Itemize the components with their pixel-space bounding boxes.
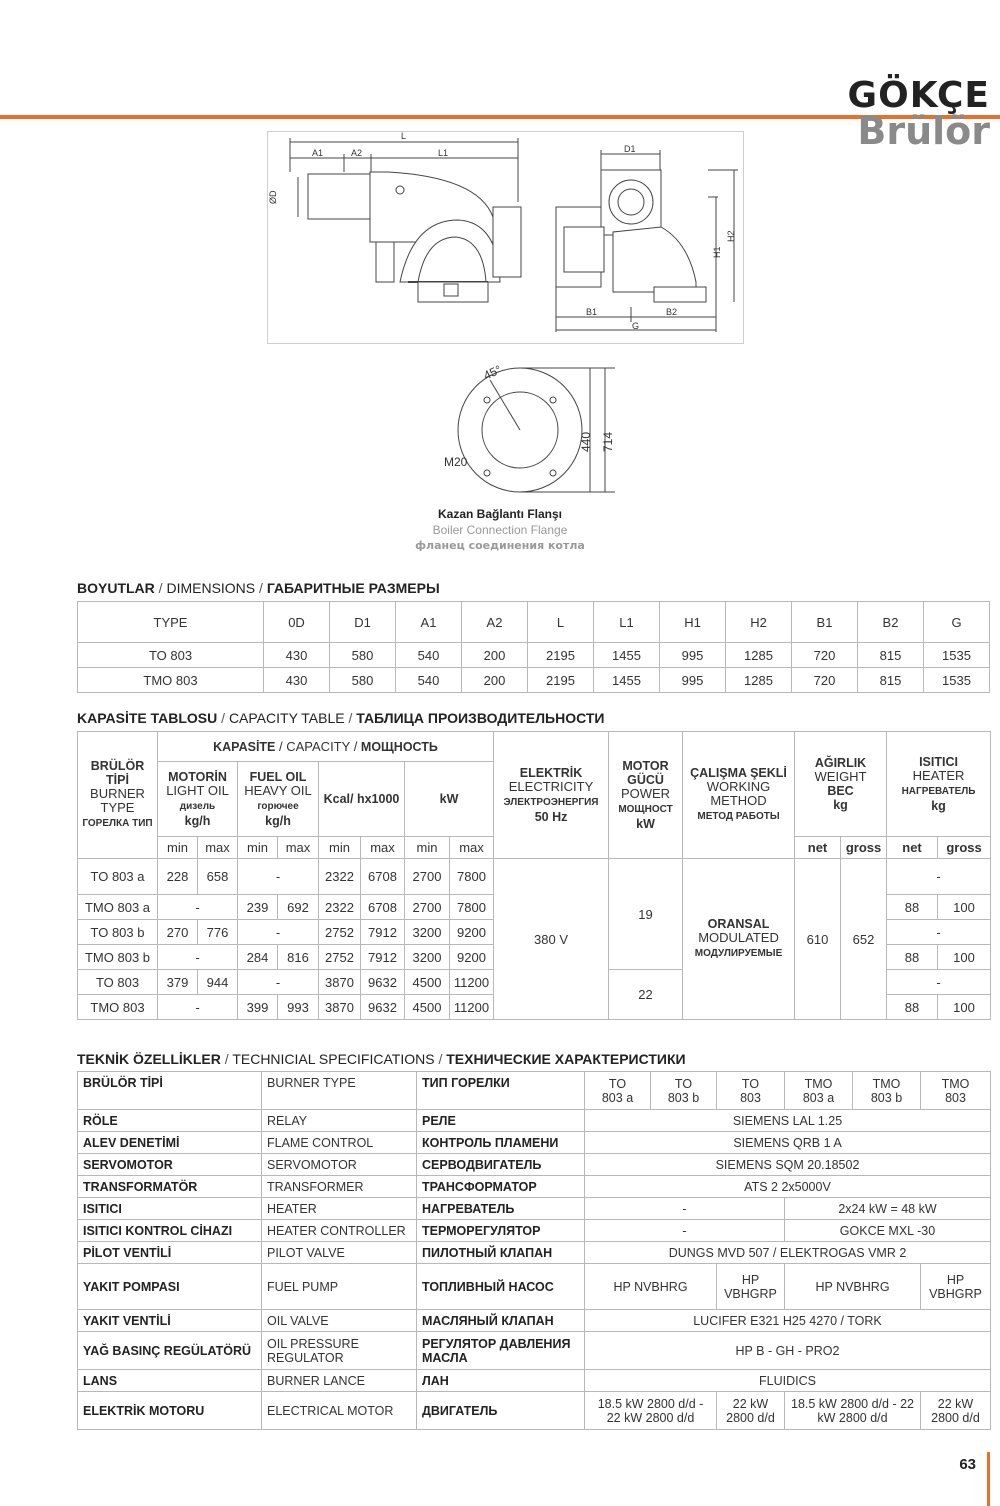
spec-value: DUNGS MVD 507 / ELEKTROGAS VMR 2 [585, 1242, 991, 1264]
cap-heater-net: 88 [887, 945, 938, 970]
dim-cell: 430 [264, 643, 330, 668]
sub-min: min [405, 837, 450, 859]
label-L: L [401, 132, 407, 141]
dim-cell: 1285 [726, 668, 792, 693]
spec-label-en: TRANSFORMER [262, 1176, 417, 1198]
spec-model-variant: 803 b [667, 1090, 700, 1105]
table-row [78, 1392, 991, 1430]
cap-cell: 379 [158, 970, 198, 995]
label-L1: L1 [438, 148, 449, 158]
brand-logo [847, 75, 990, 153]
label-A2: A2 [351, 148, 363, 158]
motor-en: POWER [620, 786, 671, 801]
ho-en: HEAVY OIL [244, 783, 312, 798]
cap-cell: 3870 [319, 970, 361, 995]
specs-title-ru: ТЕХНИЧЕСКИЕ ХАРАКТЕРИСТИКИ [446, 1051, 686, 1067]
lo-tr: MOTORİN [168, 770, 227, 784]
cap-cell: 3200 [405, 920, 450, 945]
flange-caption-ru: фланец соединения котла [415, 539, 585, 552]
cap-cell: 9200 [450, 945, 494, 970]
motor-tr: MOTOR GÜCÜ [622, 759, 669, 787]
sub-min: min [319, 837, 361, 859]
cap-group-en: CAPACITY [286, 738, 351, 754]
cap-cell: 7912 [361, 945, 405, 970]
dim-cell: 1535 [924, 668, 990, 693]
label-D: ØD [268, 190, 278, 204]
spec-label-en: FUEL PUMP [262, 1264, 417, 1310]
spec-head-ru: ТИП ГОРЕЛКИ [417, 1072, 585, 1110]
sub-net: net [795, 837, 841, 859]
lo-unit: kg/h [184, 814, 211, 828]
spec-label-ru: НАГРЕВАТЕЛЬ [417, 1198, 585, 1220]
cap-cell: 9200 [450, 920, 494, 945]
spec-model [785, 1072, 853, 1110]
heater-unit: kg [931, 799, 946, 813]
spec-value: LUCIFER E321 H25 4270 / TORK [585, 1310, 991, 1332]
cap-group-ru: МОЩНОСТЬ [360, 739, 438, 754]
spec-model-name: TMO [941, 1076, 970, 1091]
cap-header-motor [609, 732, 683, 859]
heater-ru: НАГРЕВАТЕЛЬ [901, 786, 976, 797]
weight-tr: AĞIRLIK [814, 756, 867, 770]
label-G: G [632, 321, 640, 331]
dimensions-table [77, 601, 990, 693]
dim-header: L1 [594, 602, 660, 643]
flange-outer: 714 [601, 431, 615, 452]
dim-header: TYPE [78, 602, 264, 643]
cap-weight-net: 610 [795, 859, 841, 1020]
spec-model [651, 1072, 717, 1110]
cap-cell: 9632 [361, 995, 405, 1020]
spec-label-ru: ДВИГАТЕЛЬ [417, 1392, 585, 1430]
cap-cell: 4500 [405, 970, 450, 995]
cap-type: TO 803 [78, 970, 158, 995]
cap-cell: 6708 [361, 895, 405, 920]
cap-cell: 9632 [361, 970, 405, 995]
table-row [78, 1072, 991, 1110]
sub-min: min [158, 837, 198, 859]
kcal-label: Kcal/ hx1000 [323, 792, 400, 806]
cap-cell: - [238, 920, 319, 945]
spec-label-ru: РЕЛЕ [417, 1110, 585, 1132]
cap-heater: - [887, 970, 991, 995]
dim-cell: 815 [858, 668, 924, 693]
cap-type: TO 803 a [78, 859, 158, 895]
dim-cell: 995 [660, 668, 726, 693]
weight-unit: kg [833, 798, 848, 812]
cap-header-heater [887, 732, 991, 837]
cap-heater: - [887, 859, 991, 895]
spec-value: HP NVBHRG [785, 1264, 921, 1310]
spec-label-en: ELECTRICAL MOTOR [262, 1392, 417, 1430]
specs-title-en: TECHNICIAL SPECIFICATIONS [232, 1051, 435, 1067]
spec-label-tr: TRANSFORMATÖR [78, 1176, 262, 1198]
spec-label-tr: YAKIT VENTİLİ [78, 1310, 262, 1332]
sub-max: max [278, 837, 319, 859]
spec-label-tr: SERVOMOTOR [78, 1154, 262, 1176]
flange-caption-en: Boiler Connection Flange [432, 523, 568, 537]
spec-value: HP VBHGRP [921, 1264, 991, 1310]
dim-cell: TMO 803 [78, 668, 264, 693]
burner-drawing-svg [268, 132, 743, 343]
mod-en: MODULATED [698, 930, 779, 945]
spec-value: HP NVBHRG [585, 1264, 717, 1310]
spec-value: SIEMENS LAL 1.25 [585, 1110, 991, 1132]
ho-tr: FUEL OIL [249, 770, 307, 784]
table-row [78, 859, 991, 895]
spec-label-en: SERVOMOTOR [262, 1154, 417, 1176]
spec-value: 18.5 kW 2800 d/d - 22 kW 2800 d/d [785, 1392, 921, 1430]
table-row [78, 1242, 991, 1264]
cap-cell: 7800 [450, 895, 494, 920]
motor-ru: МОЩНОСТ [618, 804, 673, 815]
page-number: 63 [959, 1456, 976, 1473]
dim-cell: 720 [792, 643, 858, 668]
spec-label-en: FLAME CONTROL [262, 1132, 417, 1154]
spec-model-variant: 803 a [802, 1090, 835, 1105]
cap-cell: 7912 [361, 920, 405, 945]
table-row [78, 643, 990, 668]
spec-label-tr: PİLOT VENTİLİ [78, 1242, 262, 1264]
capacity-title: KAPASİTE TABLOSU / CAPACITY TABLE / ТАБЛИЦА ПРОИЗВОДИТЕЛЬНОСТИ [77, 710, 605, 726]
elec-tr: ELEKTRİK [519, 766, 583, 780]
spec-label-en: RELAY [262, 1110, 417, 1132]
cap-cell: 3200 [405, 945, 450, 970]
flange-svg [430, 360, 640, 500]
elec-unit: 50 Hz [534, 810, 568, 824]
spec-value: SIEMENS QRB 1 A [585, 1132, 991, 1154]
cap-cell: 2752 [319, 920, 361, 945]
table-row [78, 1220, 991, 1242]
cap-cell: 2700 [405, 859, 450, 895]
label-H1: H1 [712, 246, 722, 258]
dim-header: H2 [726, 602, 792, 643]
dim-cell: 1455 [594, 643, 660, 668]
sub-gross: gross [841, 837, 887, 859]
cap-cell: - [158, 995, 238, 1020]
dim-header: A2 [462, 602, 528, 643]
cap-type: TMO 803 a [78, 895, 158, 920]
cap-heater-net: 88 [887, 995, 938, 1020]
cap-voltage: 380 V [494, 859, 609, 1020]
spec-label-en: BURNER LANCE [262, 1370, 417, 1392]
cap-cell: - [238, 859, 319, 895]
kw-label: kW [439, 792, 459, 806]
dim-cell: 815 [858, 643, 924, 668]
cap-header-burner-tr: BRÜLÖR TİPİ [90, 759, 145, 787]
heater-tr: ISITICI [919, 755, 958, 769]
cap-cell: 7800 [450, 859, 494, 895]
dim-cell: TO 803 [78, 643, 264, 668]
burner-drawing [267, 131, 744, 344]
spec-value: 2x24 kW = 48 kW [785, 1198, 991, 1220]
spec-value: HP B - GH - PRO2 [585, 1332, 991, 1370]
dim-header: B1 [792, 602, 858, 643]
spec-value: GOKCE MXL -30 [785, 1220, 991, 1242]
cap-header-heavyoil [238, 762, 319, 837]
specs-table [77, 1071, 991, 1430]
cap-motor-b: 22 [609, 970, 683, 1020]
spec-value: HP VBHGRP [717, 1264, 785, 1310]
spec-label-ru: МАСЛЯНЫЙ КЛАПАН [417, 1310, 585, 1332]
cap-motor-a: 19 [609, 859, 683, 970]
cap-cell: 2322 [319, 895, 361, 920]
dim-cell: 1455 [594, 668, 660, 693]
spec-label-ru: КОНТРОЛЬ ПЛАМЕНИ [417, 1132, 585, 1154]
cap-heater-net: 88 [887, 895, 938, 920]
mod-tr: ORANSAL [707, 917, 770, 931]
dim-cell: 580 [330, 643, 396, 668]
dim-cell: 200 [462, 668, 528, 693]
spec-model [921, 1072, 991, 1110]
dim-cell: 430 [264, 668, 330, 693]
flange-inner: 440 [579, 431, 593, 452]
cap-cell: 399 [238, 995, 278, 1020]
spec-value: FLUIDICS [585, 1370, 991, 1392]
capacity-title-tr: KAPASİTE TABLOSU [77, 710, 218, 726]
table-row [78, 1198, 991, 1220]
table-row [78, 1264, 991, 1310]
cap-header-burner [78, 732, 158, 859]
cap-cell: 11200 [450, 970, 494, 995]
spec-label-en: PILOT VALVE [262, 1242, 417, 1264]
spec-label-ru: ТОПЛИВНЫЙ НАСОС [417, 1264, 585, 1310]
spec-label-ru: ТЕРМОРЕГУЛЯТОР [417, 1220, 585, 1242]
motor-unit: kW [636, 817, 655, 831]
cap-heater: - [887, 920, 991, 945]
dim-cell: 2195 [528, 668, 594, 693]
spec-label-tr: ELEKTRİK MOTORU [78, 1392, 262, 1430]
dim-cell: 1285 [726, 643, 792, 668]
spec-model-name: TO [674, 1076, 693, 1091]
sub-max: max [198, 837, 238, 859]
cap-header-lightoil [158, 762, 238, 837]
cap-header-kcal [319, 762, 405, 837]
spec-label-ru: СЕРВОДВИГАТЕЛЬ [417, 1154, 585, 1176]
cap-header-electricity [494, 732, 609, 859]
method-tr: ÇALIŞMA ŞEKLİ [690, 766, 787, 780]
cap-cell: 284 [238, 945, 278, 970]
label-B2: B2 [666, 307, 678, 317]
table-row [78, 1332, 991, 1370]
dim-header: G [924, 602, 990, 643]
cap-cell: 692 [278, 895, 319, 920]
cap-weight-gross: 652 [841, 859, 887, 1020]
cap-type: TO 803 b [78, 920, 158, 945]
cap-cell: - [158, 895, 238, 920]
spec-model-name: TO [608, 1076, 627, 1091]
dim-cell: 720 [792, 668, 858, 693]
spec-label-ru: РЕГУЛЯТОР ДАВЛЕНИЯ МАСЛА [417, 1332, 585, 1370]
dim-header: B2 [858, 602, 924, 643]
label-A1: A1 [312, 148, 324, 158]
cap-type: TMO 803 [78, 995, 158, 1020]
capacity-title-en: CAPACITY TABLE [228, 710, 345, 726]
weight-ru: ВЕС [827, 784, 854, 798]
specs-title: TEKNİK ÖZELLİKLER / TECHNICIAL SPECIFICATIONS / ТЕХНИЧЕСКИЕ ХАРАКТЕРИСТИКИ [77, 1051, 686, 1067]
elec-en: ELECTRICITY [508, 779, 594, 794]
cap-cell: - [158, 945, 238, 970]
dimensions-title-en: DIMENSIONS [166, 580, 256, 596]
spec-label-tr: ISITICI [78, 1198, 262, 1220]
ho-ru: горючее [257, 801, 299, 812]
spec-model-variant: 803 a [601, 1090, 634, 1105]
cap-header-burner-en: BURNER TYPE [90, 786, 145, 815]
spec-label-tr: RÖLE [78, 1110, 262, 1132]
cap-cell: 239 [238, 895, 278, 920]
spec-model [853, 1072, 921, 1110]
cap-heater-gross: 100 [938, 945, 991, 970]
sub-max: max [450, 837, 494, 859]
cap-heater-gross: 100 [938, 995, 991, 1020]
table-row [78, 1310, 991, 1332]
sub-max: max [361, 837, 405, 859]
spec-label-en: HEATER [262, 1198, 417, 1220]
spec-model-variant: 803 [945, 1090, 966, 1105]
spec-value: - [585, 1220, 785, 1242]
sub-net: net [887, 837, 938, 859]
cap-cell: 2752 [319, 945, 361, 970]
cap-cell: 776 [198, 920, 238, 945]
cap-cell: 2700 [405, 895, 450, 920]
spec-head-en: BURNER TYPE [262, 1072, 417, 1110]
spec-label-tr: ALEV DENETİMİ [78, 1132, 262, 1154]
spec-label-ru: ПИЛОТНЫЙ КЛАПАН [417, 1242, 585, 1264]
capacity-table [77, 731, 991, 1020]
cap-header-kw [405, 762, 494, 837]
spec-head-tr: BRÜLÖR TİPİ [78, 1072, 262, 1110]
table-row [78, 1132, 991, 1154]
spec-model-name: TMO [804, 1076, 833, 1091]
dimensions-title-ru: ГАБАРИТНЫЕ РАЗМЕРЫ [266, 580, 440, 596]
flange-caption-tr: Kazan Bağlantı Flanşı [437, 507, 563, 521]
ho-unit: kg/h [265, 814, 291, 828]
spec-value: - [585, 1198, 785, 1220]
label-D1: D1 [624, 144, 636, 154]
cap-cell: 658 [198, 859, 238, 895]
cap-cell: 6708 [361, 859, 405, 895]
capacity-title-ru: ТАБЛИЦА ПРОИЗВОДИТЕЛЬНОСТИ [356, 710, 605, 726]
cap-cell: 816 [278, 945, 319, 970]
spec-model [717, 1072, 785, 1110]
cap-header-method [683, 732, 795, 859]
brand-line2: Brülör [857, 109, 990, 153]
flange-caption [380, 506, 620, 554]
lo-en: LIGHT OIL [166, 783, 229, 798]
elec-ru: ЭЛЕКТРОЭНЕРГИЯ [503, 797, 599, 808]
method-en: WORKING METHOD [706, 779, 771, 808]
sub-min: min [238, 837, 278, 859]
cap-cell: 228 [158, 859, 198, 895]
cap-method-value [683, 859, 795, 1020]
dim-cell: 200 [462, 643, 528, 668]
spec-label-ru: ТРАНСФОРМАТОР [417, 1176, 585, 1198]
page-bar [987, 1452, 990, 1506]
spec-value: 22 kW 2800 d/d [921, 1392, 991, 1430]
spec-label-en: HEATER CONTROLLER [262, 1220, 417, 1242]
dimensions-header-row [78, 602, 990, 643]
spec-model [585, 1072, 651, 1110]
label-B1: B1 [586, 307, 598, 317]
dim-cell: 580 [330, 668, 396, 693]
dim-cell: 540 [396, 643, 462, 668]
cap-cell: 3870 [319, 995, 361, 1020]
cap-header-capacity: KAPASİTE / CAPACITY / МОЩНОСТЬ [158, 732, 494, 762]
dim-header: L [528, 602, 594, 643]
table-row [78, 1370, 991, 1392]
flange-drawing [430, 360, 640, 500]
spec-model-variant: 803 [740, 1090, 761, 1105]
spec-label-ru: ЛАН [417, 1370, 585, 1392]
spec-label-tr: YAĞ BASINÇ REGÜLATÖRÜ [78, 1332, 262, 1370]
specs-title-tr: TEKNİK ÖZELLİKLER [77, 1051, 221, 1067]
table-row [78, 1154, 991, 1176]
spec-model-name: TO [741, 1076, 760, 1091]
dim-cell: 540 [396, 668, 462, 693]
cap-cell: 4500 [405, 995, 450, 1020]
cap-header-burner-ru: ГОРЕЛКА ТИП [82, 818, 153, 829]
lo-ru: дизель [179, 801, 216, 812]
dimensions-title: BOYUTLAR / DIMENSIONS / ГАБАРИТНЫЕ РАЗМЕРЫ [77, 580, 440, 596]
flange-bolt: M20 [444, 455, 468, 469]
cap-cell: - [238, 970, 319, 995]
spec-model-variant: 803 b [870, 1090, 903, 1105]
spec-label-en: OIL PRESSURE REGULATOR [262, 1332, 417, 1370]
dim-header: H1 [660, 602, 726, 643]
table-row [78, 668, 990, 693]
cap-cell: 944 [198, 970, 238, 995]
dim-header: A1 [396, 602, 462, 643]
dimensions-title-tr: BOYUTLAR [77, 580, 155, 596]
sub-gross: gross [938, 837, 991, 859]
cap-header-weight [795, 732, 887, 837]
spec-value: 18.5 kW 2800 d/d - 22 kW 2800 d/d [585, 1392, 717, 1430]
label-H2: H2 [726, 230, 736, 242]
spec-label-tr: LANS [78, 1370, 262, 1392]
dim-cell: 2195 [528, 643, 594, 668]
dim-cell: 1535 [924, 643, 990, 668]
cap-type: TMO 803 b [78, 945, 158, 970]
weight-en: WEIGHT [814, 769, 867, 784]
spec-label-tr: ISITICI KONTROL CİHAZI [78, 1220, 262, 1242]
method-ru: МЕТОД РАБОТЫ [697, 811, 780, 822]
cap-group-tr: KAPASİTE [213, 739, 276, 754]
table-row [78, 1110, 991, 1132]
mod-ru: МОДУЛИРУЕМЫЕ [694, 948, 783, 959]
spec-label-tr: YAKIT POMPASI [78, 1264, 262, 1310]
spec-value: ATS 2 2x5000V [585, 1176, 991, 1198]
cap-cell: 11200 [450, 995, 494, 1020]
spec-value: 22 kW 2800 d/d [717, 1392, 785, 1430]
cap-cell: 270 [158, 920, 198, 945]
spec-model-name: TMO [872, 1076, 901, 1091]
brand-line1: GÖKÇE [847, 75, 990, 116]
spec-label-en: OIL VALVE [262, 1310, 417, 1332]
spec-value: SIEMENS SQM 20.18502 [585, 1154, 991, 1176]
table-row [78, 1176, 991, 1198]
flange-angle: 45° [481, 362, 504, 383]
dim-cell: 995 [660, 643, 726, 668]
cap-heater-gross: 100 [938, 895, 991, 920]
heater-en: HEATER [912, 768, 965, 783]
dim-header: 0D [264, 602, 330, 643]
dim-header: D1 [330, 602, 396, 643]
cap-cell: 993 [278, 995, 319, 1020]
cap-cell: 2322 [319, 859, 361, 895]
